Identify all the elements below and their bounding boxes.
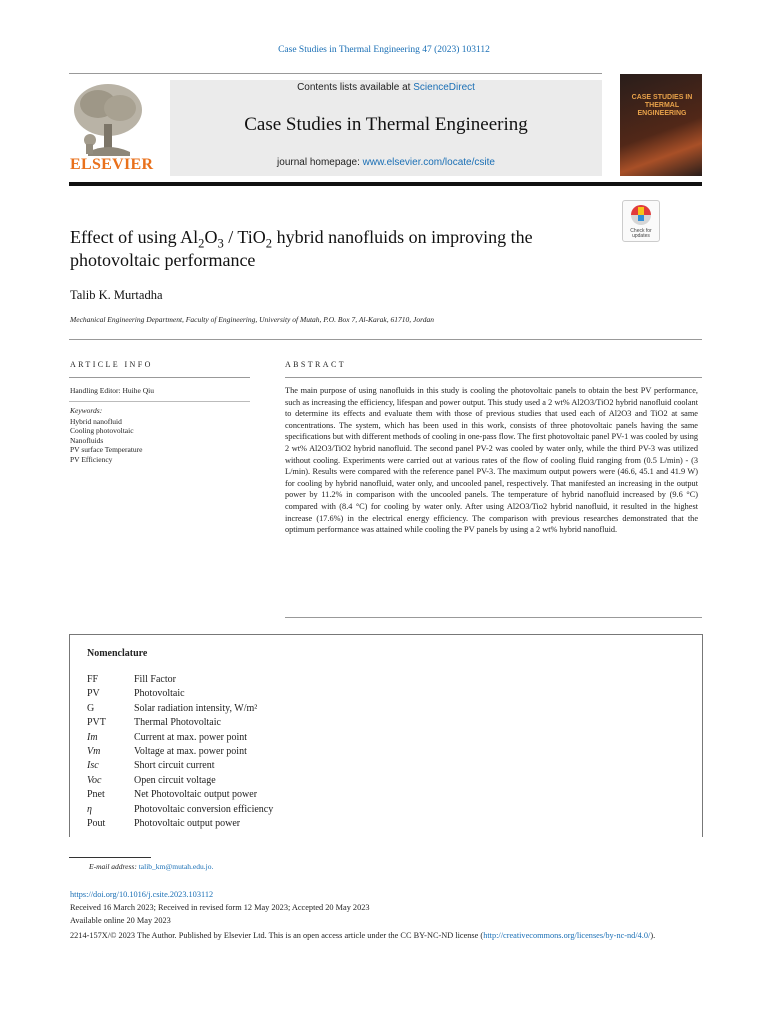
article-title (70, 226, 610, 272)
received-dates: Received 16 March 2023; Received in revised form 12 May 2023; Accepted 20 May 2023 (70, 903, 370, 912)
table-row (87, 789, 273, 803)
cover-title: CASE STUDIES IN THERMAL ENGINEERING (631, 94, 693, 117)
title-text: O (204, 227, 218, 247)
doi-link[interactable]: https://doi.org/10.1016/j.csite.2023.103112 (70, 890, 214, 899)
table-row (87, 775, 273, 789)
nomen-symbol: Pnet (87, 789, 105, 801)
nomen-symbol: η (87, 803, 92, 815)
nomen-symbol: G (87, 702, 95, 714)
nomen-symbol: FF (87, 674, 99, 685)
nomen-symbol: Im (87, 731, 98, 743)
title-text: Effect of using Al (70, 227, 199, 247)
email-link[interactable]: talib_km@mutah.edu.jo. (138, 862, 214, 871)
title-subscript: 2 (198, 236, 205, 251)
info-rule (69, 401, 250, 402)
nomen-desc: Open circuit voltage (134, 774, 216, 786)
nomen-symbol: Isc (87, 760, 99, 772)
table-row (87, 746, 273, 760)
table-row (87, 760, 273, 774)
nomenclature-table (87, 674, 273, 832)
contents-prefix: Contents lists available at (297, 82, 414, 93)
abstract-bottom-rule (285, 617, 702, 618)
table-row (87, 818, 273, 832)
keywords-label: Keywords: (70, 406, 103, 415)
nomen-desc: Short circuit current (134, 760, 215, 772)
keyword-item: Cooling photovoltaic (70, 426, 134, 436)
top-rule (69, 73, 602, 74)
keyword-item: PV surface Temperature (70, 445, 143, 455)
table-row (87, 674, 273, 688)
copyright-text: 2214-157X/© 2023 The Author. Published by Elsevier Ltd. This is an open access article under the CC BY-NC-ND license (70, 931, 479, 940)
header-heavy-rule (69, 182, 702, 186)
nomen-symbol: PV (87, 688, 100, 700)
nomen-desc: Fill Factor (134, 674, 176, 685)
nomen-desc: Photovoltaic (134, 688, 185, 700)
keyword-item: Nanofluids (70, 435, 104, 445)
crossmark-label: Check for updates (630, 228, 652, 239)
email-label: E-mail address: (89, 862, 137, 871)
title-text: / TiO (223, 227, 266, 247)
cover-background (620, 74, 702, 176)
nomen-desc: Thermal Photovoltaic (134, 717, 221, 729)
nomen-desc: Photovoltaic conversion efficiency (134, 803, 274, 815)
nomen-desc: Current at max. power point (134, 731, 248, 743)
nomen-symbol: Voc (87, 774, 102, 786)
section-rule (69, 339, 702, 340)
nomen-desc: Photovoltaic output power (134, 817, 241, 829)
handling-editor: Handling Editor: Huihe Qiu (70, 386, 154, 395)
article-info-heading: ARTICLE INFO (70, 360, 153, 369)
abstract-heading: ABSTRACT (285, 360, 346, 369)
abstract-rule (285, 377, 702, 378)
journal-title: Case Studies in Thermal Engineering (244, 114, 528, 135)
title-subscript: 2 (265, 236, 273, 251)
nomen-symbol: Vm (87, 745, 101, 757)
keywords-list (70, 417, 143, 464)
table-row (87, 703, 273, 717)
title-text: hybrid nanofluids on improving the photovoltaic performance (70, 227, 533, 270)
publisher-wordmark: ELSEVIER (70, 156, 154, 173)
keyword-item: PV Efficiency (70, 454, 113, 464)
table-row (87, 717, 273, 731)
journal-cover-image[interactable] (620, 74, 702, 176)
homepage-prefix: journal homepage: (277, 157, 363, 168)
nomen-desc: Net Photovoltaic output power (134, 789, 258, 801)
info-rule (69, 377, 250, 378)
title-subscript: 3 (217, 236, 224, 251)
nomen-desc: Solar radiation intensity, W/m² (134, 702, 258, 714)
table-row (87, 688, 273, 702)
available-online: Available online 20 May 2023 (70, 916, 171, 925)
crossmark-icon (623, 201, 659, 231)
license-link[interactable]: http://creativecommons.org/licenses/by-nc-nd/4.0/ (483, 931, 651, 940)
nomen-symbol: Pout (87, 817, 106, 829)
footnote-rule (69, 857, 151, 858)
abstract-body: The main purpose of using nanofluids in this study is cooling the photovoltaic panels to obtain the best PV performance, such as increasing the efficiency, lifespan and power output. This study used a 2 wt% Al2O3/TiO2 hybrid nanofluid coolant to determine its effects and evaluate them with those of previous studies that used each of Al2O3 and TiO2 at same concentrations. The system, which has been used in this work, consists of three photovoltaic panels having the same specifications but with different methods of cooling in one-pass flow. The first photovoltaic panel PV-1 was cooled by using 2 wt% Al2O3/TiO2 hybrid nanofluid. The second panel PV-2 was cooled by water only, while the third PV-3 was utilized without cooling. Experiments were carried out at various rates of the flow of cooling fluid ranging from (0.5 L/min) - (3 L/min). Results were compared with the reference panel PV-3. The maximum output powers were (46.6, 45.1 and 41.9 W) for cooling by hybrid nanofluid, water only, and uncooled panel, respectively. That manifested an increasing in the output power by 11.2% in comparison with the uncooled panels. The temperature of hybrid nanofluid increased by (9.6 °C) compared with (8.4 °C) for cooling by water only. After using Al2O3/Tio2 hybrid nanofluid, it resulted in the highest increase (17.6%) in the electrical energy efficiency. The comparison with previous researches demonstrated that the optimum performance was attained while cooling the PV panels by using a 2 wt% hybrid nanofluid. (285, 386, 698, 535)
nomen-desc: Voltage at max. power point (134, 745, 247, 757)
sciencedirect-link[interactable]: ScienceDirect (413, 82, 475, 93)
keyword-item: Hybrid nanofluid (70, 417, 122, 426)
email-footnote (89, 862, 213, 871)
copyright-notice: 2214-157X/© 2023 The Author. Published by Elsevier Ltd. This is an open access article under the CC BY-NC-ND license (http://creativecommons.org/licenses/by-nc-nd/4.0/). (70, 931, 656, 940)
table-row (87, 732, 273, 746)
homepage-link[interactable]: www.elsevier.com/locate/csite (362, 157, 495, 168)
check-for-updates-badge[interactable] (622, 200, 660, 242)
contents-line (170, 82, 602, 93)
nomen-symbol: PVT (87, 717, 106, 729)
author-affiliation: Mechanical Engineering Department, Faculty of Engineering, University of Mutah, P.O. Box 7, Al-Karak, 61710, Jordan (70, 315, 434, 324)
homepage-line (170, 157, 602, 168)
nomenclature-heading: Nomenclature (87, 648, 148, 659)
table-row (87, 804, 273, 818)
journal-reference[interactable]: Case Studies in Thermal Engineering 47 (2023) 103112 (278, 45, 490, 55)
author-name[interactable]: Talib K. Murtadha (70, 288, 163, 302)
